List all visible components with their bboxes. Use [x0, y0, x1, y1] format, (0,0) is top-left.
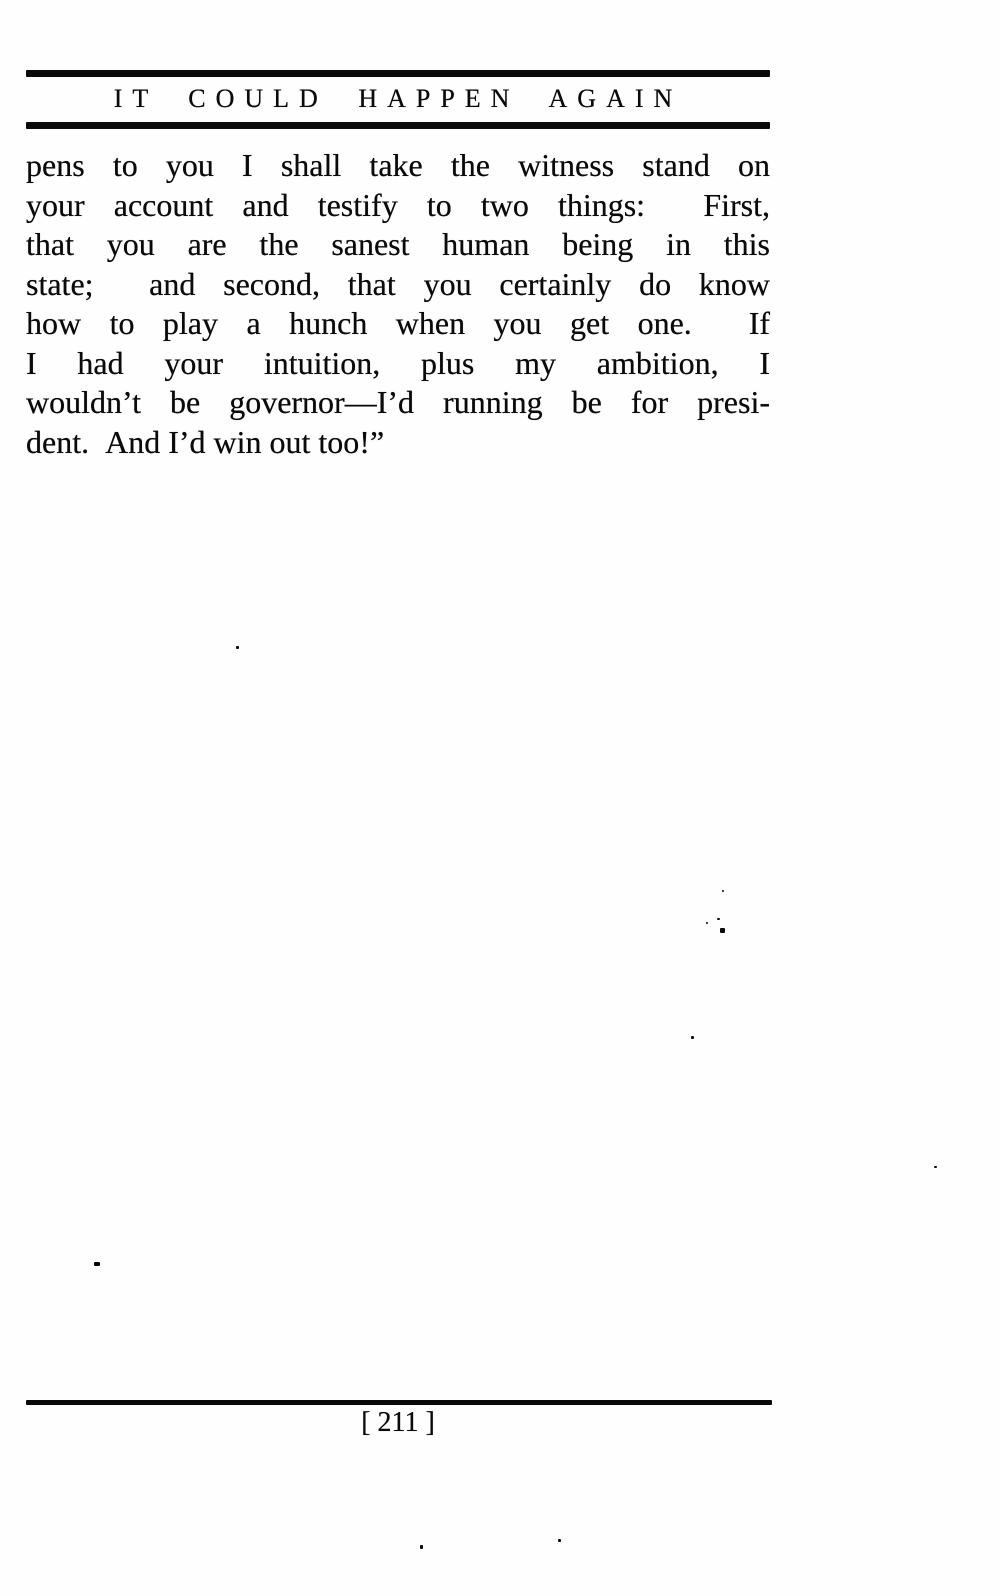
scan-speck [420, 1545, 423, 1549]
paragraph [26, 146, 770, 462]
scan-speck [706, 922, 708, 924]
footer-rule [26, 1400, 772, 1405]
scan-speck [722, 890, 724, 892]
running-head-title: IT COULD HAPPEN AGAIN [113, 84, 683, 113]
text-line: how to play a hunch when you get one. If [26, 305, 770, 341]
scan-speck [94, 1262, 100, 1266]
scan-speck [691, 1036, 694, 1039]
text-line: that you are the sanest human being in this [26, 226, 770, 262]
header-rule-top [26, 70, 770, 77]
scan-speck [558, 1539, 561, 1542]
page-number: [ 211 ] [361, 1407, 435, 1438]
text-line: wouldn’t be governor—I’d running be for presi- [26, 384, 770, 420]
text-line: I had your intuition, plus my ambition, I [26, 344, 770, 381]
text-line: pens to you I shall take the witness stand on [26, 147, 770, 183]
text-line: dent. And I’d win out too!” [26, 423, 385, 460]
scan-speck [236, 646, 239, 649]
scan-speck [717, 918, 720, 920]
text-line: your account and testify to two things: First, [26, 186, 770, 223]
scan-speck [934, 1166, 937, 1168]
header-rule-bottom [26, 122, 770, 129]
text-line: state; and second, that you certainly do know [26, 265, 770, 302]
scan-speck [720, 928, 725, 933]
